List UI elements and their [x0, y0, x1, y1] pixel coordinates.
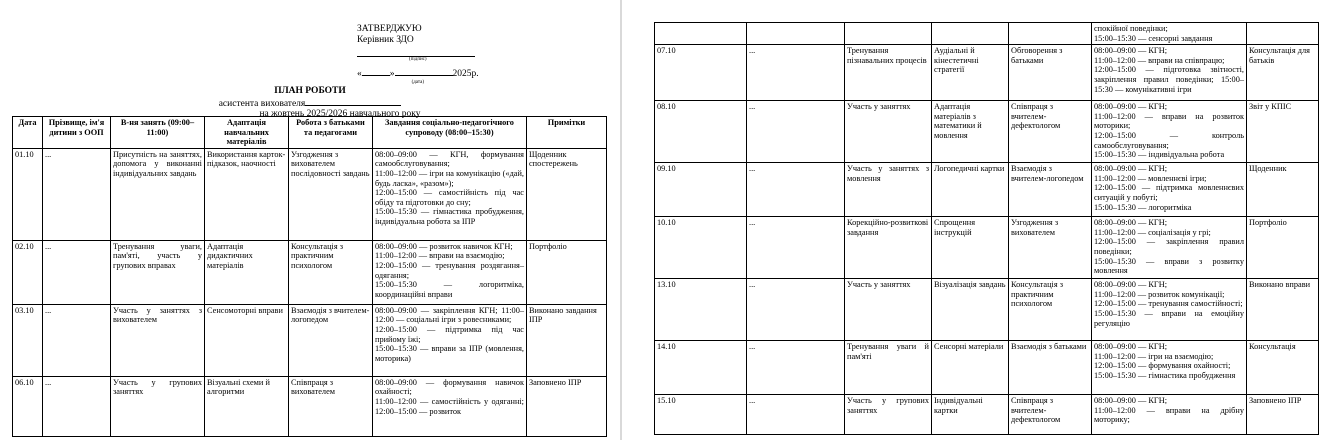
cell-name: ... — [747, 45, 845, 101]
cell-activity: Тренування пізнавальних процесів — [845, 45, 932, 101]
header-notes: Примітки — [527, 117, 607, 149]
table-row — [655, 45, 1319, 101]
cell-parents: Консультація з практичним психологом — [1009, 279, 1092, 341]
plan-subtitle: асистента вихователя — [0, 97, 620, 110]
cell-date: 01.10 — [13, 148, 43, 240]
cell-tasks: 08:00–09:00 — формування навичок охайності; 11:00–12:00 — самостійність у одяганні; 12:00–15:00 — розвиток — [373, 376, 527, 436]
table-row — [13, 240, 607, 304]
header-parents: Робота з батьками та педагогами — [289, 117, 373, 149]
cell-tasks: 08:00–09:00 — КГН; 11:00–12:00 — розвиток комунікації; 12:00–15:00 — тренування самостійності; 15:00–15:30 — вправи на емоційну регуляцію — [1092, 279, 1247, 341]
cell-adapt: Сенсомоторні вправи — [205, 304, 289, 376]
plan-table-left — [12, 116, 607, 437]
cell-date: 02.10 — [13, 240, 43, 304]
cell-parents: Співпраця з вчителем-дефектологом — [1009, 101, 1092, 163]
cell-notes: Щоденник — [1247, 163, 1319, 217]
table-row — [655, 163, 1319, 217]
cell-parents: Взаємодія з батьками — [1009, 341, 1092, 395]
cell-name: ... — [747, 101, 845, 163]
cell-activity: Тренування уваги, пам'яті, участь у групових вправах — [111, 240, 205, 304]
cell-notes: Портфоліо — [527, 240, 607, 304]
cell-date: 10.10 — [655, 217, 747, 279]
cell-parents: Співпраця з вчителем-дефектологом — [1009, 395, 1092, 435]
table-row — [13, 304, 607, 376]
cell-name: ... — [43, 240, 111, 304]
cell-notes: Виконано завдання ІПР — [527, 304, 607, 376]
cell-name: ... — [43, 376, 111, 436]
cell-activity: Присутність на заняттях, допомога у виконанні індивідуальних завдань — [111, 148, 205, 240]
cell-activity: Участь у заняттях з вихователем — [111, 304, 205, 376]
header-date: Дата — [13, 117, 43, 149]
cell-activity: Участь у заняттях з мовлення — [845, 163, 932, 217]
cell-notes: Консультація для батьків — [1247, 45, 1319, 101]
cell-notes: Заповнено ІПР — [1247, 395, 1319, 435]
cell-adapt: Використання карток-підказок, наочності — [205, 148, 289, 240]
cell-notes: Портфоліо — [1247, 217, 1319, 279]
cell-notes: Звіт у КПІС — [1247, 101, 1319, 163]
cell-adapt: Індивідуальні картки — [932, 395, 1009, 435]
cell-date: 08.10 — [655, 101, 747, 163]
cell-activity: Участь у заняттях — [845, 279, 932, 341]
approval-block — [357, 24, 479, 86]
cell-parents: Взаємодія з вчителем-логопедом — [1009, 163, 1092, 217]
cell-adapt: Спрощення інструкцій — [932, 217, 1009, 279]
document-page-left — [0, 0, 620, 440]
cell-parents: Узгодження з вихователем — [1009, 217, 1092, 279]
cell-date: 14.10 — [655, 341, 747, 395]
cell-tasks: 08:00–09:00 — КГН; 11:00–12:00 — вправи на співпрацю; 12:00–15:00 — підготовка звітності, закріплення правил поведінки; 15:00–15:30 — комунікативні ігри — [1092, 45, 1247, 101]
cell-adapt: Логопедичні картки — [932, 163, 1009, 217]
cell-tasks: 08:00–09:00 — розвиток навичок КГН; 11:00–12:00 — вправи на взаємодію; 12:00–15:00 — тренування роздягання–одягання; 15:00–15:30 — логоритміка, координаційні вправи — [373, 240, 527, 304]
signature-line — [357, 46, 475, 57]
header-adapt: Адаптація навчальних матеріалів — [205, 117, 289, 149]
cell-parents: Консультація з практичним психологом — [289, 240, 373, 304]
cell-date: 03.10 — [13, 304, 43, 376]
cell-tasks: 08:00–09:00 — КГН; 11:00–12:00 — вправи на дрібну моторику; — [1092, 395, 1247, 435]
table-row — [13, 376, 607, 436]
cell-notes: Виконано вправи — [1247, 279, 1319, 341]
date-note: (дата) — [411, 80, 425, 85]
cell-tasks: 08:00–09:00 — КГН; 11:00–12:00 — мовленнєві ігри; 12:00–15:00 — підтримка мовленнєвих ситуацій у побуті; 15:00–15:30 — логоритміка — [1092, 163, 1247, 217]
cell-adapt: Адаптація дидактичних матеріалів — [205, 240, 289, 304]
cell-name: ... — [747, 163, 845, 217]
cell-date: 09.10 — [655, 163, 747, 217]
cell-parents: Співпраця з вихователем — [289, 376, 373, 436]
cell-tasks: спокійної поведінки; 15:00–15:30 — сенсорні завдання — [1092, 23, 1247, 45]
table-row — [655, 395, 1319, 435]
table-row-continued — [655, 23, 1319, 45]
cell-date: 06.10 — [13, 376, 43, 436]
cell-tasks: 08:00–09:00 — КГН; 11:00–12:00 — соціалізація у грі; 12:00–15:00 — закріплення правил поведінки; 15:00–15:30 — вправи з розвитку мовлення — [1092, 217, 1247, 279]
approval-head: Керівник ЗДО — [357, 35, 414, 45]
table-header-row — [13, 117, 607, 149]
cell-adapt: Аудіальні й кінестетичні стратегії — [932, 45, 1009, 101]
cell-name: ... — [43, 304, 111, 376]
header-name: Прізвище, ім'я дитини з ООП — [43, 117, 111, 149]
cell-adapt: Візуалізація завдань — [932, 279, 1009, 341]
cell-notes: Консультація — [1247, 341, 1319, 395]
table-row — [655, 101, 1319, 163]
cell-name: ... — [747, 395, 845, 435]
plan-title: ПЛАН РОБОТИ — [274, 86, 346, 96]
plan-table-right-wrap — [654, 22, 1311, 440]
cell-date: 13.10 — [655, 279, 747, 341]
cell-parents: Узгодження з вихователем послідовності завдань — [289, 148, 373, 240]
signature-note: (підпис) — [409, 57, 427, 62]
cell-notes: Заповнено ІПР — [527, 376, 607, 436]
cell-tasks: 08:00–09:00 — КГН; 11:00–12:00 — ігри на взаємодію; 12:00–15:00 — формування охайності; 15:00–15:30 — гімнастика пробудження — [1092, 341, 1247, 395]
cell-tasks: 08:00–09:00 — КГН; 11:00–12:00 — вправи на розвиток моторики; 12:00–15:00 — контроль самообслуговування; 15:00–15:30 — індивідуальна робота — [1092, 101, 1247, 163]
table-row — [655, 217, 1319, 279]
cell-activity: Участь у групових заняттях — [845, 395, 932, 435]
cell-name: ... — [747, 217, 845, 279]
approval-date: « » 2025р. — [357, 69, 479, 79]
page-gap — [620, 0, 648, 440]
header-tasks: Завдання соціально-педагогічного супроводу (08:00–15:30) — [373, 117, 527, 149]
table-row — [13, 148, 607, 240]
cell-tasks: 08:00–09:00 — КГН, формування самообслуговування; 11:00–12:00 — ігри на комунікацію («дай, будь ласка», «разом»); 12:00–15:00 — самостійність під час обіду та підготовки до сну; 15:00–15:30 — гімнастика пробудження, індивідуальна робота за ІПР — [373, 148, 527, 240]
cell-date: 15.10 — [655, 395, 747, 435]
header-activity: В-ня занять (09:00–11:00) — [111, 117, 205, 149]
table-row — [655, 279, 1319, 341]
cell-name: ... — [747, 279, 845, 341]
cell-activity: Корекційно-розвиткові завдання — [845, 217, 932, 279]
cell-name: ... — [43, 148, 111, 240]
document-page-right — [648, 0, 1311, 440]
cell-adapt: Адаптація матеріалів з математики й мовлення — [932, 101, 1009, 163]
cell-name: ... — [747, 341, 845, 395]
cell-activity: Тренування уваги й пам'яті — [845, 341, 932, 395]
approval-title: ЗАТВЕРДЖУЮ — [357, 24, 422, 34]
cell-parents: Обговорення з батьками — [1009, 45, 1092, 101]
cell-parents: Взаємодія з вчителем-логопедом — [289, 304, 373, 376]
cell-activity: Участь у групових заняттях — [111, 376, 205, 436]
cell-activity: Участь у заняттях — [845, 101, 932, 163]
plan-heading — [0, 86, 620, 120]
cell-adapt: Сенсорні матеріали — [932, 341, 1009, 395]
cell-date: 07.10 — [655, 45, 747, 101]
cell-tasks: 08:00–09:00 — закріплення КГН; 11:00–12:00 — соціальні ігри з ровесниками; 12:00–15:00 — підтримка під час прийому їжі; 15:00–15:30 — вправи за ІПР (мовлення, моторика) — [373, 304, 527, 376]
cell-adapt: Візуальні схеми й алгоритми — [205, 376, 289, 436]
cell-notes: Щоденник спостережень — [527, 148, 607, 240]
plan-table-left-wrap — [12, 116, 606, 440]
plan-table-right — [654, 22, 1319, 435]
plan-period: на жовтень 2025/2026 навчального року — [259, 109, 421, 119]
table-row — [655, 341, 1319, 395]
